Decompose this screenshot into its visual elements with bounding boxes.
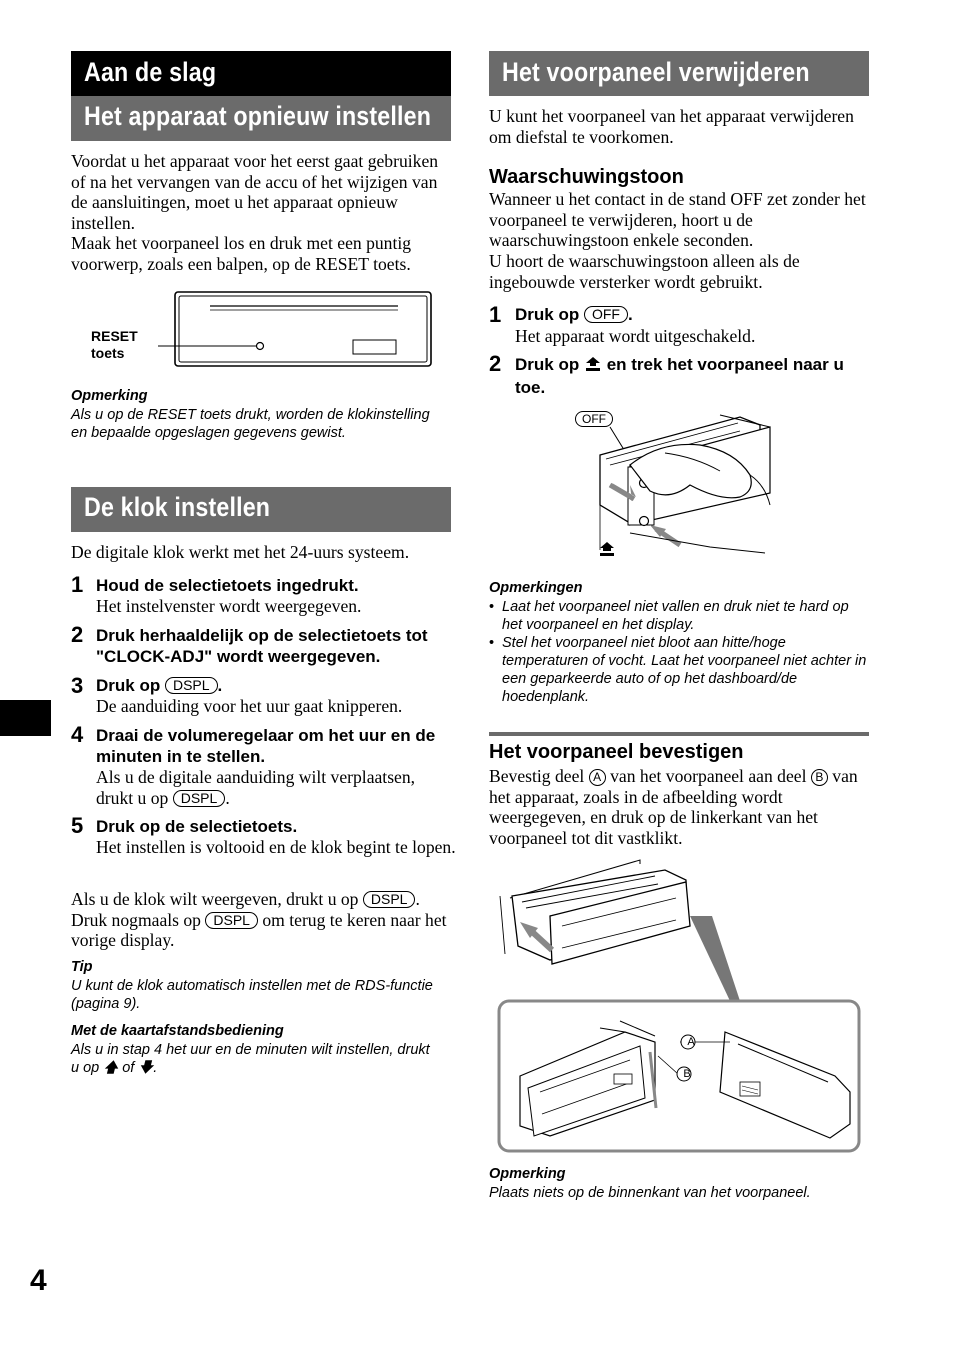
panel-intro: U kunt het voorpaneel van het apparaat verwijderen om diefstal te voorkomen. bbox=[489, 106, 854, 147]
section-title: Aan de slag bbox=[84, 57, 217, 87]
step-title: Houd de selectietoets ingedrukt. bbox=[96, 576, 359, 595]
step-number: 3 bbox=[71, 673, 84, 698]
reset-paragraph-1: Voordat u het apparaat voor het eerst gaat gebruiken of na het vervangen van de accu of het wijzigen van de aansluitingen, moet u het apparaat opnieuw instellen. bbox=[71, 151, 439, 233]
step-number: 2 bbox=[489, 351, 502, 376]
remote-text: Als u in stap 4 het uur en de minuten wilt instellen, drukt u op 🡅 of 🡇. bbox=[71, 1042, 430, 1076]
dspl-key: DSPL bbox=[165, 677, 218, 694]
step-description: Als u de digitale aanduiding wilt verplaatsen, drukt u op DSPL . bbox=[96, 767, 416, 808]
dspl-key: DSPL bbox=[205, 912, 258, 929]
attach-heading: Het voorpaneel bevestigen bbox=[489, 741, 744, 763]
step-title: Druk op OFF . bbox=[515, 305, 633, 324]
section-header-klok-instellen bbox=[71, 487, 451, 532]
step-title: Druk herhaaldelijk op de selectietoets tot "CLOCK-ADJ" wordt weergegeven. bbox=[96, 626, 428, 666]
warning-heading: Waarschuwingstoon bbox=[489, 166, 684, 188]
tip-text: U kunt de klok automatisch instellen met de RDS-functie (pagina 9). bbox=[71, 978, 433, 1012]
arrow-down-icon: 🡇 bbox=[138, 1060, 154, 1076]
figure-label-a: A bbox=[687, 1036, 695, 1048]
attach-illustration bbox=[490, 856, 870, 1156]
step-title: Druk op de selectietoets. bbox=[96, 817, 298, 836]
detach-illustration bbox=[570, 405, 785, 565]
section-header-voorpaneel-verwijderen bbox=[489, 51, 869, 96]
section-title: Het voorpaneel verwijderen bbox=[502, 57, 810, 87]
dspl-key: DSPL bbox=[173, 790, 226, 807]
tip-heading: Tip bbox=[71, 959, 93, 975]
reset-fig-label: RESET toets bbox=[91, 328, 138, 361]
step-number: 5 bbox=[71, 813, 84, 838]
part-a-marker: A bbox=[589, 769, 606, 786]
off-button-label: OFF bbox=[575, 411, 613, 427]
attach-paragraph: Bevestig deel A van het voorpaneel aan deel B van het apparaat, zoals in de afbeelding wordt weergegeven, en druk op de linkerkant van het voorpaneel tot dit vastklikt. bbox=[489, 766, 858, 848]
figure-label-b: B bbox=[683, 1068, 691, 1080]
step-title: Druk op en trek het voorpaneel naar u toe. bbox=[515, 355, 844, 397]
off-key: OFF bbox=[584, 306, 628, 323]
clock-intro: De digitale klok werkt met het 24-uurs systeem. bbox=[71, 542, 410, 562]
step-description: Het instellen is voltooid en de klok begint te lopen. bbox=[96, 837, 456, 857]
section-header-opnieuw-instellen bbox=[71, 96, 451, 141]
section-header-aan-de-slag bbox=[71, 51, 451, 96]
notes-list bbox=[489, 598, 867, 706]
reset-illustration bbox=[150, 288, 440, 372]
step-number: 1 bbox=[489, 302, 502, 327]
note-text: Als u op de RESET toets drukt, worden de klokinstelling en bepaalde opgeslagen gegevens gewist. bbox=[71, 407, 430, 441]
warning-paragraph-2: U hoort de waarschuwingstoon alleen als de ingebouwde versterker wordt gebruikt. bbox=[489, 251, 800, 292]
list-item: • Stel het voorpaneel niet bloot aan hitte/hoge temperaturen of vocht. Laat het voorpaneel niet achter in een geparkeerde auto of op het dashboard/de hoedenplank. bbox=[489, 634, 867, 706]
step-number: 1 bbox=[71, 572, 84, 597]
section-title: De klok instellen bbox=[84, 492, 271, 522]
list-item: • Laat het voorpaneel niet vallen en druk niet te hard op het voorpaneel en het display. bbox=[489, 598, 867, 634]
note-heading: Opmerking bbox=[71, 388, 148, 404]
section-title: Het apparaat opnieuw instellen bbox=[84, 101, 432, 131]
release-icon bbox=[584, 356, 602, 378]
step-description: Het apparaat wordt uitgeschakeld. bbox=[515, 326, 756, 346]
side-tab bbox=[0, 700, 51, 736]
step-number: 2 bbox=[71, 622, 84, 647]
section-divider bbox=[489, 732, 869, 736]
clock-after-paragraph: Als u de klok wilt weergeven, drukt u op DSPL . Druk nogmaals op DSPL om terug te keren naar het vorige display. bbox=[71, 889, 447, 951]
step-title: Draai de volumeregelaar om het uur en de minuten in te stellen. bbox=[96, 726, 436, 766]
step-description: De aanduiding voor het uur gaat knipperen. bbox=[96, 696, 403, 716]
notes-heading: Opmerkingen bbox=[489, 580, 583, 596]
part-b-marker: B bbox=[811, 769, 828, 786]
warning-paragraph-1: Wanneer u het contact in de stand OFF zet zonder het voorpaneel te verwijderen, hoort u de waarschuwingstoon enkele seconden. bbox=[489, 189, 866, 251]
reset-paragraph-2: Maak het voorpaneel los en druk met een puntig voorwerp, zoals een balpen, op de RESET toets. bbox=[71, 233, 412, 274]
final-note-heading: Opmerking bbox=[489, 1166, 566, 1182]
page-number: 4 bbox=[30, 1264, 47, 1297]
step-number: 4 bbox=[71, 722, 84, 747]
dspl-key: DSPL bbox=[363, 891, 416, 908]
step-description: Het instelvenster wordt weergegeven. bbox=[96, 596, 362, 616]
arrow-up-icon: 🡅 bbox=[103, 1060, 119, 1076]
final-note-text: Plaats niets op de binnenkant van het voorpaneel. bbox=[489, 1185, 811, 1201]
step-title: Druk op DSPL . bbox=[96, 676, 223, 695]
remote-heading: Met de kaartafstandsbediening bbox=[71, 1023, 284, 1039]
